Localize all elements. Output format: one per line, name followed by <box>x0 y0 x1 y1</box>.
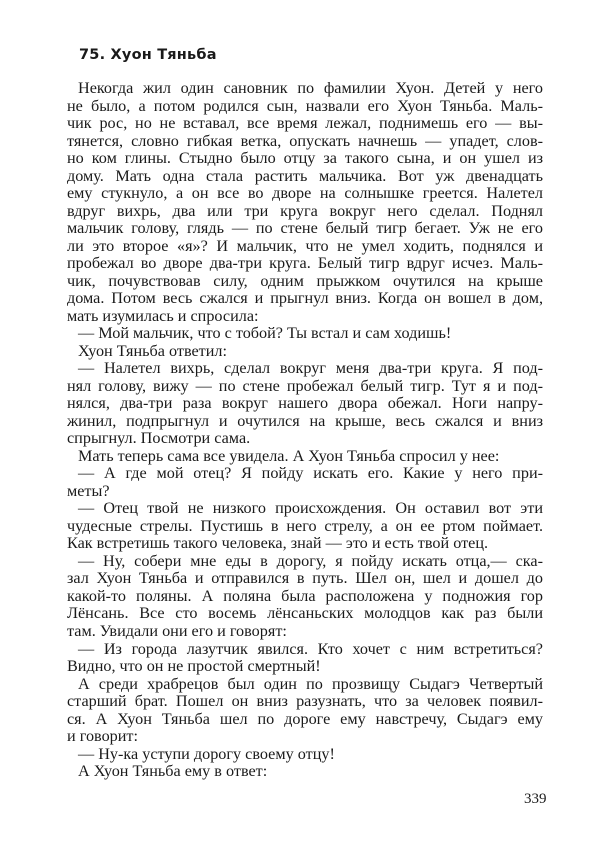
dialogue-line: — Ну-ка уступи дорогу своему отцу! <box>78 745 335 763</box>
story-heading: 75. Хуон Тяньба <box>79 47 217 63</box>
text-line: ли это второе «я»? И мальчик, что не умел ходить, поднялся и <box>67 237 543 255</box>
text-line: мать изумилась и спросила: <box>67 307 259 325</box>
text-line: спрыгнул. Посмотри сама. <box>67 430 251 448</box>
text-line: Видно, что он не простой смертный! <box>67 658 321 676</box>
text-line: ся. А Хуон Тяньба шел по дороге ему навстречу, Сыдагэ ему <box>67 710 543 728</box>
text-line: жинил, подпрыгнул и очутился на крыше, весь сжался и вниз <box>67 412 543 430</box>
dialogue-line: — Мой мальчик, что с тобой? Ты встал и сам ходишь! <box>78 325 452 343</box>
story-body <box>67 80 543 781</box>
text-line: нял голову, вижу — по стене пробежал белый тигр. Тут я и под- <box>67 377 543 395</box>
text-line: зал Хуон Тяньба и отправился в путь. Шел он, шел и дошел до <box>67 570 543 588</box>
text-line: там. Увидали они его и говорят: <box>67 622 287 640</box>
text-line: Мать теперь сама все увидела. А Хуон Тяньба спросил у нее: <box>78 447 500 465</box>
dialogue-line: — Налетел вихрь, сделал вокруг меня два-три круга. Я под- <box>78 360 543 378</box>
dialogue-line: — А где мой отец? Я пойду искать его. Какие у него при- <box>78 465 543 483</box>
text-line: Лёнсань. Все сто восемь лёнсаньских молодцов как раз были <box>67 605 543 623</box>
text-line: Как встретишь такого человека, знай — это и есть твой отец. <box>67 535 489 553</box>
text-line: нялся, два-три раза вокруг нашего двора обежал. Ноги напру- <box>67 395 543 413</box>
text-line: дома. Потом весь сжался и прыгнул вниз. Когда он вошел в дом, <box>67 290 543 308</box>
text-line: А Хуон Тяньба ему в ответ: <box>78 763 268 781</box>
text-line: тянется, словно гибкая ветка, опускать начнешь — упадет, слов- <box>67 132 543 150</box>
text-line: не было, а потом родился сын, назвали его Хуон Тяньба. Маль- <box>67 97 543 115</box>
text-line: ему стукнуло, а он все во дворе на солнышке греется. Налетел <box>67 185 543 203</box>
text-line: старший брат. Пошел он вниз разузнать, что за человек появил- <box>67 693 543 711</box>
page-number: 339 <box>524 791 547 807</box>
text-line: но ком глины. Стыдно было отцу за такого сына, и он ушел из <box>67 150 543 168</box>
text-line: вдруг вихрь, два или три круга вокруг него сделал. Поднял <box>67 202 543 220</box>
text-line: меты? <box>67 482 110 500</box>
text-line: пробежал во дворе два-три круга. Белый тигр вдруг исчез. Маль- <box>67 255 543 273</box>
text-line: мальчик голову, глядь — по стене белый тигр бегает. Уж не его <box>67 220 543 238</box>
text-line: Некогда жил один сановник по фамилии Хуон. Детей у него <box>78 80 543 97</box>
text-line: А среди храбрецов был один по прозвищу Сыдагэ Четвертый <box>78 675 543 693</box>
text-line: чик рос, но не вставал, все время лежал, поднимешь его — вы- <box>67 115 543 133</box>
dialogue-line: — Отец твой не низкого происхождения. Он оставил вот эти <box>78 500 543 518</box>
text-line: Хуон Тяньба ответил: <box>78 342 227 360</box>
text-line: какой-то поляны. А поляна была расположена у подножия гор <box>67 587 543 605</box>
dialogue-line: — Из города лазутчик явился. Кто хочет с ним встретиться? <box>78 640 543 658</box>
text-line: дому. Мать одна стала растить мальчика. Вот уж двенадцать <box>67 167 543 185</box>
text-line: чудесные стрелы. Пустишь в него стрелу, а он ее ртом поймает. <box>67 517 543 535</box>
text-line: чик, почувствовав силу, одним прыжком очутился на крыше <box>67 272 543 290</box>
text-line: и говорит: <box>67 728 138 746</box>
dialogue-line: — Ну, собери мне еды в дорогу, я пойду искать отца,— ска- <box>78 552 543 570</box>
